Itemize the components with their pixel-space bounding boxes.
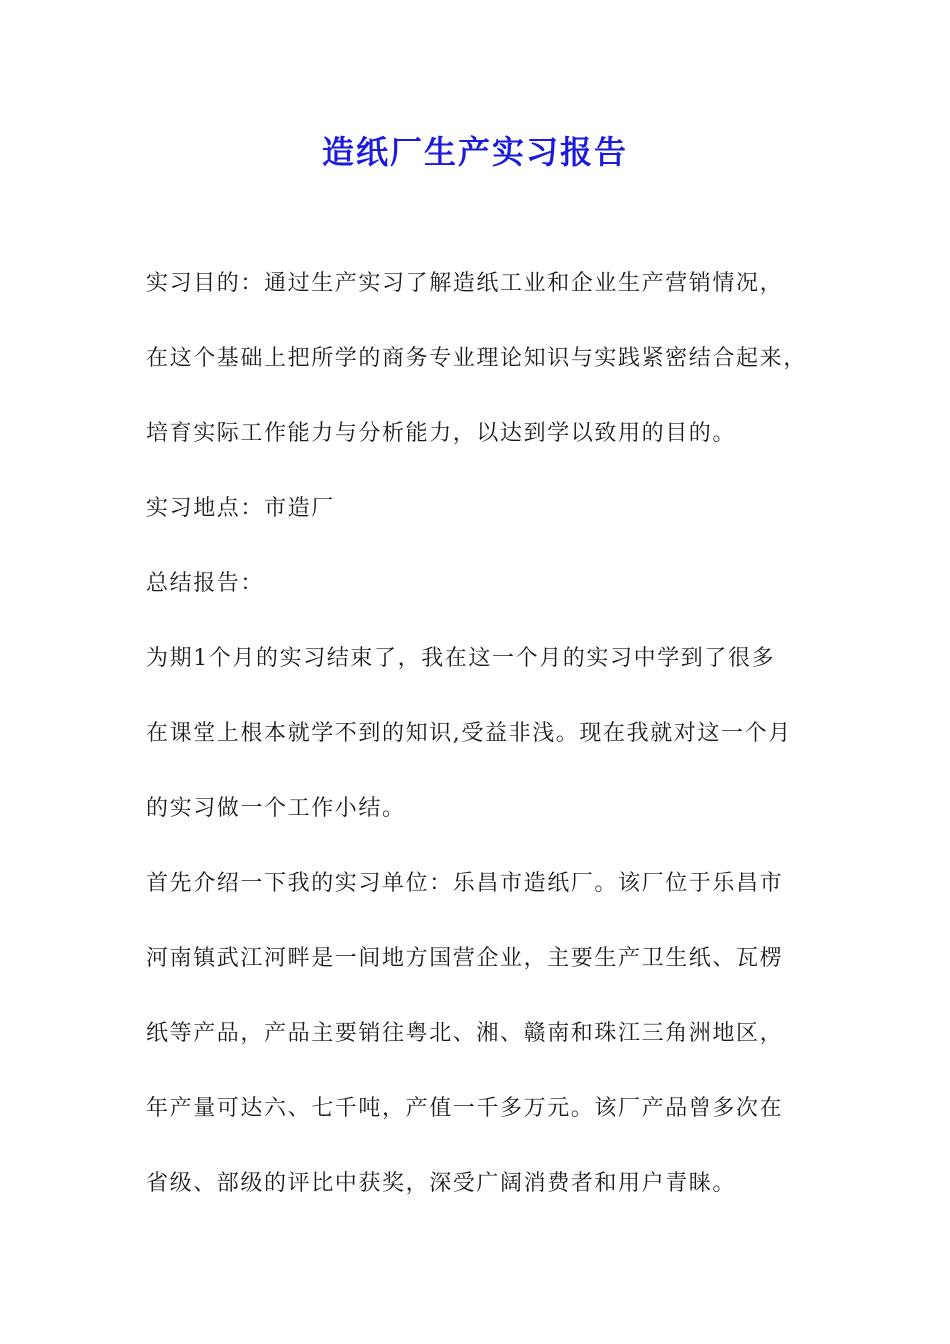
body-line: 省级、部级的评比中获奖，深受广阔消费者和用户青睐。: [146, 1171, 737, 1196]
body-line: 实习目的：通过生产实习了解造纸工业和企业生产营销情况，: [146, 271, 784, 296]
body-line: 培育实际工作能力与分析能力，以达到学以致用的目的。: [146, 421, 737, 446]
body-line: 河南镇武江河畔是一间地方国营企业，主要生产卫生纸、瓦楞: [146, 946, 784, 971]
body-line: 为期1个月的实习结束了，我在这一个月的实习中学到了很多: [146, 646, 776, 671]
body-line: 首先介绍一下我的实习单位：乐昌市造纸厂。该厂位于乐昌市: [146, 871, 784, 896]
document-title: 造纸厂生产实习报告: [321, 133, 628, 171]
body-line: 年产量可达六、七千吨，产值一千多万元。该厂产品曾多次在: [146, 1096, 784, 1121]
body-line: 总结报告：: [146, 571, 265, 596]
body-line: 在课堂上根本就学不到的知识,受益非浅。现在我就对这一个月: [146, 721, 792, 746]
body-line: 在这个基础上把所学的商务专业理论知识与实践紧密结合起来，: [146, 346, 807, 371]
body-line: 实习地点：市造厂: [146, 496, 335, 521]
body-line: 的实习做一个工作小结。: [146, 796, 406, 821]
body-line: 纸等产品，产品主要销往粤北、湘、赣南和珠江三角洲地区，: [146, 1021, 784, 1046]
